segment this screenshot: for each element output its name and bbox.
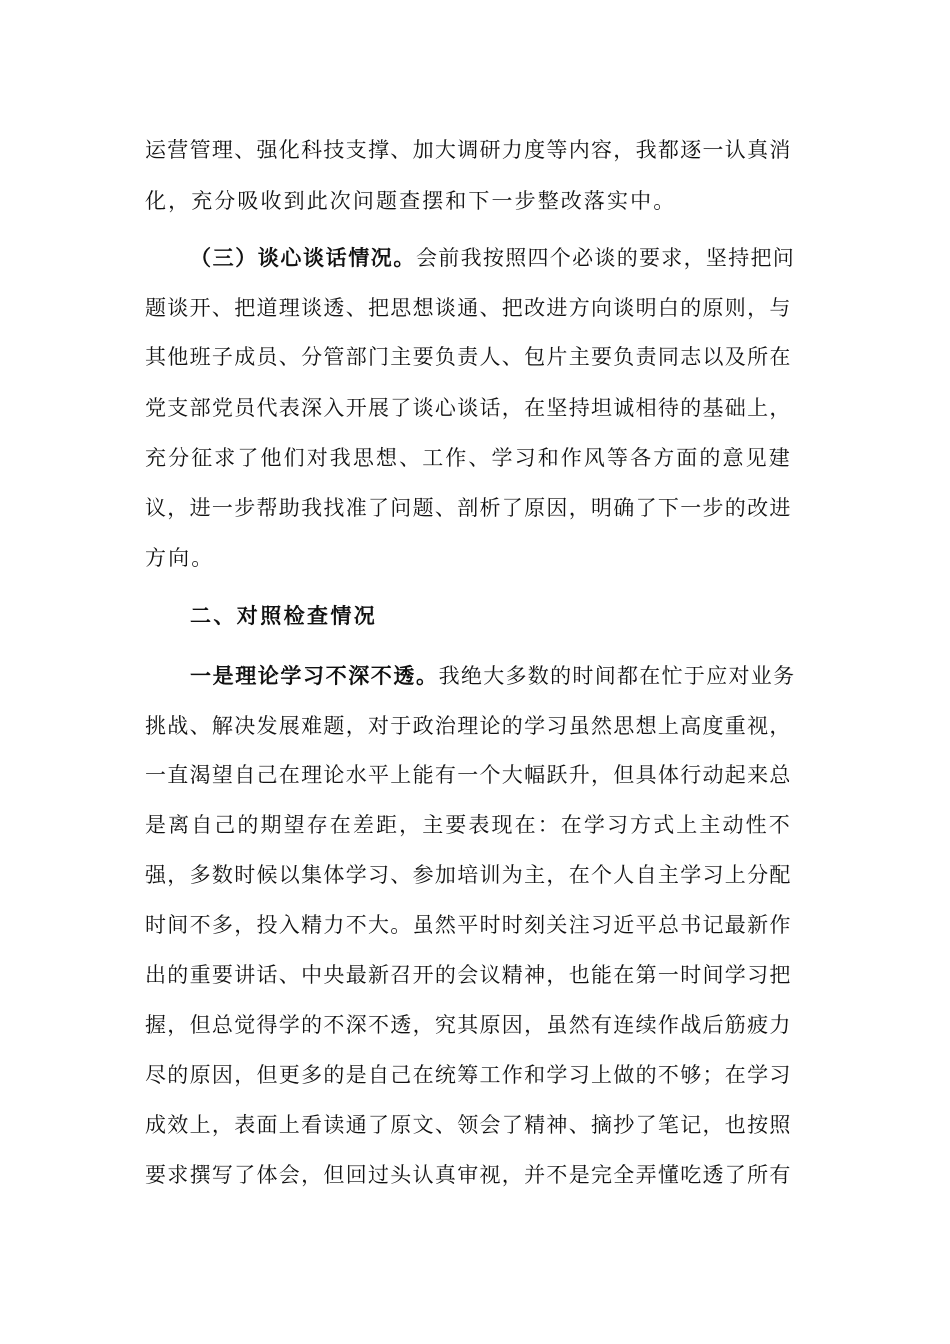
- section-heading: [190, 596, 795, 636]
- line-text: 其他班子成员、分管部门主要负责人、包片主要负责同志以及所在: [145, 345, 792, 369]
- line-text: 党支部党员代表深入开展了谈心谈话，在坚持坦诚相待的基础上，: [145, 396, 792, 420]
- section-heading-text: 二、对照检查情况: [190, 604, 378, 628]
- subsection-title: （三）谈心谈话情况。: [190, 246, 416, 270]
- text-line: [145, 706, 795, 746]
- line-text: 要求撰写了体会，但回过头认真审视，并不是完全弄懂吃透了所有: [145, 1163, 792, 1187]
- line-text: 挑战、解决发展难题，对于政治理论的学习虽然思想上高度重视，: [145, 714, 792, 738]
- text-line: [145, 1105, 795, 1145]
- text-line: [145, 488, 795, 528]
- text-line: [145, 538, 795, 578]
- text-line: [145, 181, 795, 221]
- line-text: 充分征求了他们对我思想、工作、学习和作风等各方面的意见建: [145, 446, 792, 470]
- line-text: 是离自己的期望存在差距，主要表现在：在学习方式上主动性不: [145, 813, 792, 837]
- text-line: [145, 805, 795, 845]
- line-text: 时间不多，投入精力不大。虽然平时时刻关注习近平总书记最新作: [145, 913, 792, 937]
- line-text: 出的重要讲话、中央最新召开的会议精神，也能在第一时间学习把: [145, 963, 792, 987]
- line-text: 握，但总觉得学的不深不透，究其原因，虽然有连续作战后筋疲力: [145, 1013, 792, 1037]
- point-title: 一是理论学习不深不透。: [190, 664, 439, 688]
- line-text: 尽的原因，但更多的是自己在统筹工作和学习上做的不够；在学习: [145, 1063, 792, 1087]
- text-line: [145, 1155, 795, 1195]
- text-line: [145, 130, 795, 170]
- line-text: 方向。: [145, 546, 215, 570]
- text-line: [145, 288, 795, 328]
- text-line: [145, 337, 795, 377]
- text-line: [145, 438, 795, 478]
- line-text: 一直渴望自己在理论水平上能有一个大幅跃升，但具体行动起来总: [145, 763, 792, 787]
- line-text: 成效上，表面上看读通了原文、领会了精神、摘抄了笔记，也按照: [145, 1113, 792, 1137]
- line-text: 运营管理、强化科技支撑、加大调研力度等内容，我都逐一认真消: [145, 138, 792, 162]
- line-text: 我绝大多数的时间都在忙于应对业务: [438, 664, 796, 688]
- line-text: 议，进一步帮助我找准了问题、剖析了原因，明确了下一步的改进: [145, 496, 792, 520]
- point-first-line: [190, 656, 795, 696]
- line-text: 化，充分吸收到此次问题查摆和下一步整改落实中。: [145, 189, 677, 213]
- subsection-first-line: [190, 238, 795, 278]
- line-text: 会前我按照四个必谈的要求，坚持把问: [416, 246, 796, 270]
- text-line: [145, 905, 795, 945]
- line-text: 强，多数时候以集体学习、参加培训为主，在个人自主学习上分配: [145, 863, 792, 887]
- text-line: [145, 955, 795, 995]
- text-line: [145, 855, 795, 895]
- text-line: [145, 1055, 795, 1095]
- text-line: [145, 1005, 795, 1045]
- text-line: [145, 755, 795, 795]
- line-text: 题谈开、把道理谈透、把思想谈通、把改进方向谈明白的原则，与: [145, 296, 792, 320]
- text-line: [145, 388, 795, 428]
